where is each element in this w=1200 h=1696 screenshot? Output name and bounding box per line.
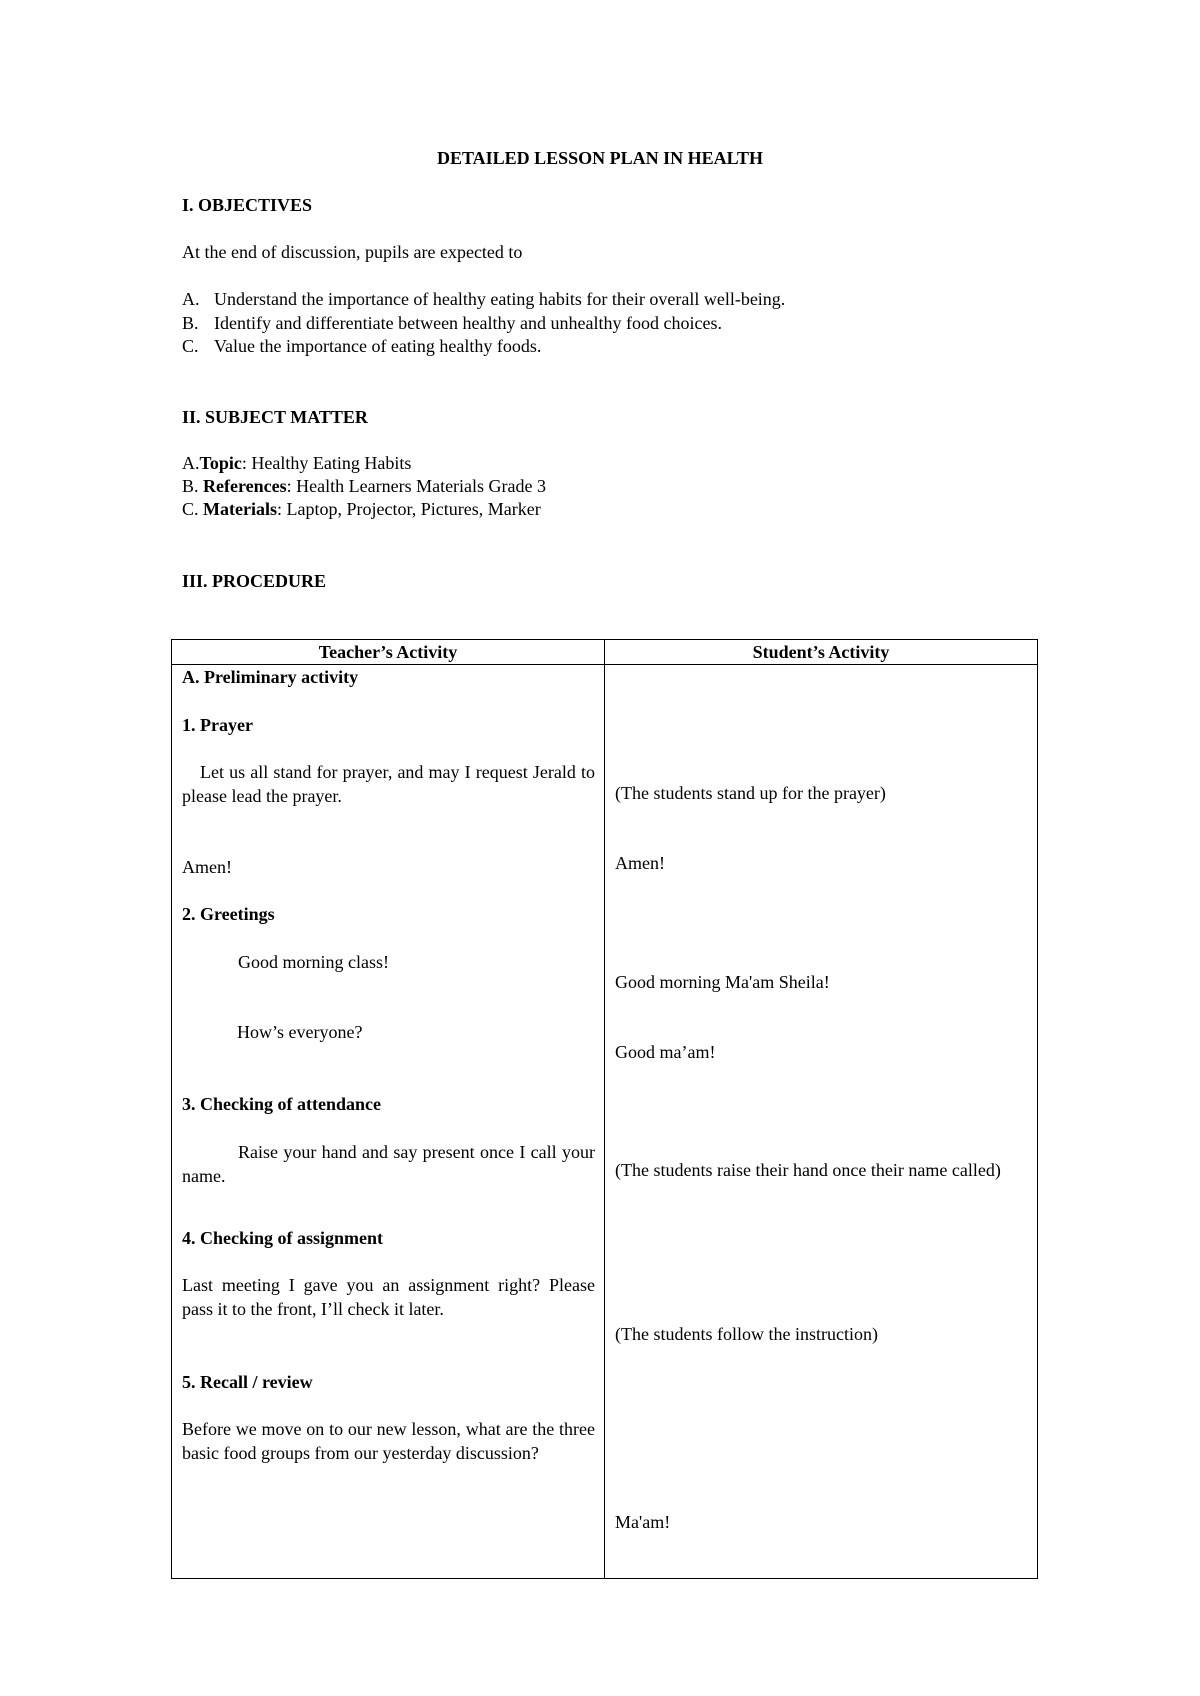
subject-item-topic [182, 451, 411, 475]
teacher-amen: Amen! [182, 857, 232, 877]
subject-item-prefix: A. [182, 453, 200, 473]
teacher-activity-header: Teacher’s Activity [172, 640, 605, 665]
subject-item-references [182, 474, 546, 498]
student-assignment-response: (The students follow the instruction) [615, 1324, 878, 1344]
recall-heading: 5. Recall / review [182, 1372, 313, 1392]
subject-item-prefix: C. [182, 499, 204, 519]
student-good-morning: Good morning Ma'am Sheila! [615, 972, 830, 992]
subject-item-label: Materials [203, 499, 277, 519]
objective-item [182, 334, 541, 358]
document-title: DETAILED LESSON PLAN IN HEALTH [436, 148, 764, 168]
procedure-heading: III. PROCEDURE [182, 571, 327, 591]
teacher-hows-everyone: How’s everyone? [237, 1022, 363, 1042]
assignment-text: Last meeting I gave you an assignment right? Please pass it to the front, I’ll check it later. [182, 1275, 595, 1319]
student-attendance-response: (The students raise their hand once their name called) [615, 1160, 1001, 1180]
objective-letter: C. [182, 336, 199, 356]
objective-item [182, 311, 722, 335]
teacher-good-morning: Good morning class! [238, 952, 389, 972]
subject-item-value: : Health Learners Materials Grade 3 [286, 476, 547, 496]
subject-item-value: : Laptop, Projector, Pictures, Marker [276, 499, 541, 519]
objective-text: Understand the importance of healthy eating habits for their overall well-being. [214, 289, 786, 309]
objective-letter: A. [182, 289, 200, 309]
attendance-heading: 3. Checking of attendance [182, 1094, 381, 1114]
student-activity-cell [605, 665, 1038, 1579]
greetings-heading: 2. Greetings [182, 904, 275, 924]
procedure-table [171, 639, 1038, 1579]
objective-text: Identify and differentiate between healthy and unhealthy food choices. [214, 313, 722, 333]
objectives-heading: I. OBJECTIVES [182, 195, 313, 215]
objectives-intro: At the end of discussion, pupils are expected to [182, 242, 523, 262]
student-prayer-response: (The students stand up for the prayer) [615, 783, 886, 803]
prayer-text: Let us all stand for prayer, and may I request Jerald to please lead the prayer. [182, 762, 595, 806]
objective-letter: B. [182, 313, 199, 333]
student-good-maam: Good ma’am! [615, 1042, 716, 1062]
subject-item-prefix: B. [182, 476, 204, 496]
objective-text: Value the importance of eating healthy foods. [214, 336, 542, 356]
subject-item-label: Topic [199, 453, 242, 473]
objective-item [182, 287, 785, 311]
subject-item-materials [182, 497, 541, 521]
assignment-heading: 4. Checking of assignment [182, 1228, 384, 1248]
procedure-table-row [172, 665, 1038, 1579]
subject-item-label: References [203, 476, 287, 496]
subject-matter-heading: II. SUBJECT MATTER [182, 407, 368, 427]
attendance-text: Raise your hand and say present once I call your name. [182, 1142, 595, 1186]
prayer-heading: 1. Prayer [182, 715, 253, 735]
recall-text: Before we move on to our new lesson, what are the three basic food groups from our yesterday discussion? [182, 1419, 595, 1463]
preliminary-heading: A. Preliminary activity [182, 667, 359, 687]
subject-item-value: : Healthy Eating Habits [241, 453, 412, 473]
student-activity-header: Student’s Activity [605, 640, 1038, 665]
procedure-table-header [172, 640, 1038, 665]
student-maam: Ma'am! [615, 1512, 671, 1532]
teacher-activity-cell [172, 665, 605, 1579]
student-amen: Amen! [615, 853, 665, 873]
